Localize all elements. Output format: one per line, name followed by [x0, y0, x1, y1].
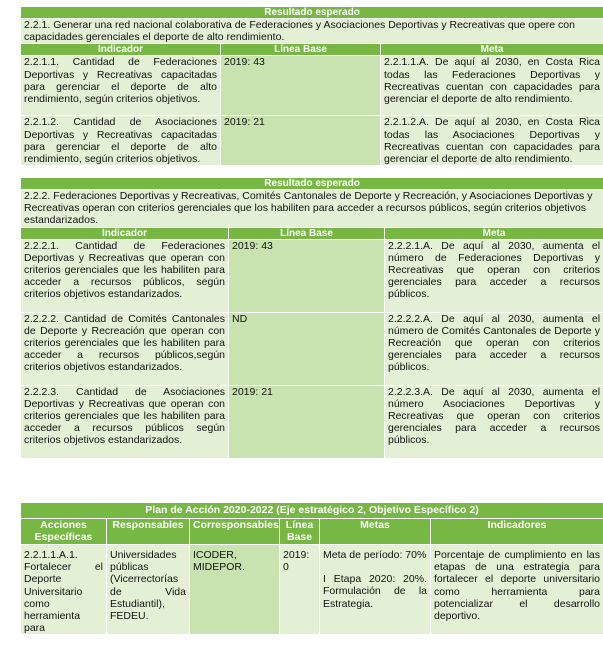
plan-title: Plan de Acción 2020-2022 (Eje estratégico 2, Objetivo Específico 2) [21, 503, 603, 519]
indicador-cell: 2.2.1.2. Cantidad de Asociaciones Deportivas y Recreativas capacitadas para gerenciar el deporte de alto rendimiento, según criterios objetivos. [21, 116, 221, 166]
resultado-2-2-2-block [20, 177, 603, 459]
table-row [21, 239, 603, 312]
linea-base-cell: 2019: 21 [229, 385, 385, 458]
col-indicador: Indicador [21, 44, 221, 56]
col-indicadores: Indicadores [431, 519, 603, 545]
linea-base-cell: 2019: 0 [280, 545, 320, 635]
col-linea-base: Línea Base [229, 227, 385, 239]
corresponsables-cell: ICODER, MIDEPOR. [190, 545, 280, 635]
table-row [21, 116, 603, 166]
linea-base-cell: 2019: 21 [221, 116, 381, 166]
indicador-cell: 2.2.2.1. Cantidad de Federaciones Deportivas y Recreativas que operan con criterios gerenciales que les habiliten para acceder a recursos públicos, según criterios objetivos estandarizados. [21, 239, 229, 312]
meta-etapa: I Etapa 2020: 20%. Formulación de la Estrategia. [323, 573, 427, 610]
spacer [323, 561, 427, 573]
resultado-2-2-2-table [20, 177, 603, 459]
meta-cell: 2.2.2.3.A. De aquí al 2030, aumenta el número Asociaciones Deportivas y Recreativas que operan con criterios gerenciales para acceder a recursos públicos. [385, 385, 603, 458]
metas-cell [320, 545, 431, 635]
col-acciones: Acciones Específicas [21, 519, 107, 545]
resultado-text: 2.2.2. Federaciones Deportivas y Recreativas, Comités Cantonales de Deporte y Recreación, y Asociaciones Deportivas y Recreativas operan con criterios gerenciales que los habiliten para acceder a recursos públicos, según criterios objetivos estandarizados. [21, 190, 603, 228]
col-indicador: Indicador [21, 227, 229, 239]
col-meta: Meta [385, 227, 603, 239]
table-row [21, 545, 603, 635]
col-meta: Meta [381, 44, 603, 56]
col-responsables: Responsables [107, 519, 190, 545]
indicador-cell: Porcentaje de cumplimiento en las etapas de una estrategia para fortalecer el deporte universitario como herramienta para potencializar el desarrollo deportivo. [431, 545, 603, 635]
col-corresponsables: Corresponsables [190, 519, 280, 545]
responsables-cell: Universidades públicas (Vicerrectorías de Vida Estudiantil), FEDEU. [107, 545, 190, 635]
linea-base-cell: 2019: 43 [229, 239, 385, 312]
resultado-2-2-1-table [20, 6, 603, 166]
plan-de-accion-block [20, 502, 603, 635]
meta-cell: 2.2.1.2.A. De aquí al 2030, en Costa Rica todas las Asociaciones Deportivas y Recreativas cuentan con capacidades para gerenciar el deporte de alto rendimiento. [381, 116, 603, 166]
accion-cell: 2.2.1.1.A.1. Fortalecer el Deporte Universitario como herramienta para [21, 545, 107, 635]
resultado-esperado-header: Resultado esperado [21, 178, 603, 190]
indicador-cell: 2.2.2.3. Cantidad de Asociaciones Deportivas y Recreativas que operan con criterios gerenciales que les habiliten para acceder a recursos públicos según criterios objetivos estandarizados. [21, 385, 229, 458]
table-row [21, 56, 603, 116]
meta-cell: 2.2.2.1.A. De aquí al 2030, aumenta el número de Federaciones Deportivas y Recreativas que operan con criterios gerenciales para acceder a recursos públicos. [385, 239, 603, 312]
indicador-cell: 2.2.1.1. Cantidad de Federaciones Deportivas y Recreativas capacitadas para gerenciar el deporte de alto rendimiento, según criterios objetivos. [21, 56, 221, 116]
plan-de-accion-table [20, 502, 603, 635]
meta-periodo: Meta de período: 70% [323, 549, 427, 561]
meta-cell: 2.2.1.1.A. De aquí al 2030, en Costa Rica todas las Federaciones Deportivas y Recreativas cuentan con capacidades para gerenciar el deporte de alto rendimiento. [381, 56, 603, 116]
indicador-cell: 2.2.2.2. Cantidad de Comités Cantonales de Deporte y Recreación que operan con criterios gerenciales que les habiliten para acceder a recursos públicos,según criterios objetivos estandarizados. [21, 312, 229, 385]
linea-base-cell: ND [229, 312, 385, 385]
meta-cell: 2.2.2.2.A. De aquí al 2030, aumenta el número de Comités Cantonales de Deporte y Recreación que operan con criterios gerenciales para acceder a recursos públicos. [385, 312, 603, 385]
linea-base-cell: 2019: 43 [221, 56, 381, 116]
col-metas: Metas [320, 519, 431, 545]
col-linea-base: Línea Base [280, 519, 320, 545]
resultado-2-2-1-block [20, 6, 603, 166]
table-row [21, 312, 603, 385]
resultado-esperado-header: Resultado esperado [21, 7, 603, 19]
resultado-text: 2.2.1. Generar una red nacional colaborativa de Federaciones y Asociaciones Deportivas y Recreativas que opere con capacidades gerenciales el deporte de alto rendimiento. [21, 19, 603, 44]
table-row [21, 385, 603, 458]
col-linea-base: Línea Base [221, 44, 381, 56]
